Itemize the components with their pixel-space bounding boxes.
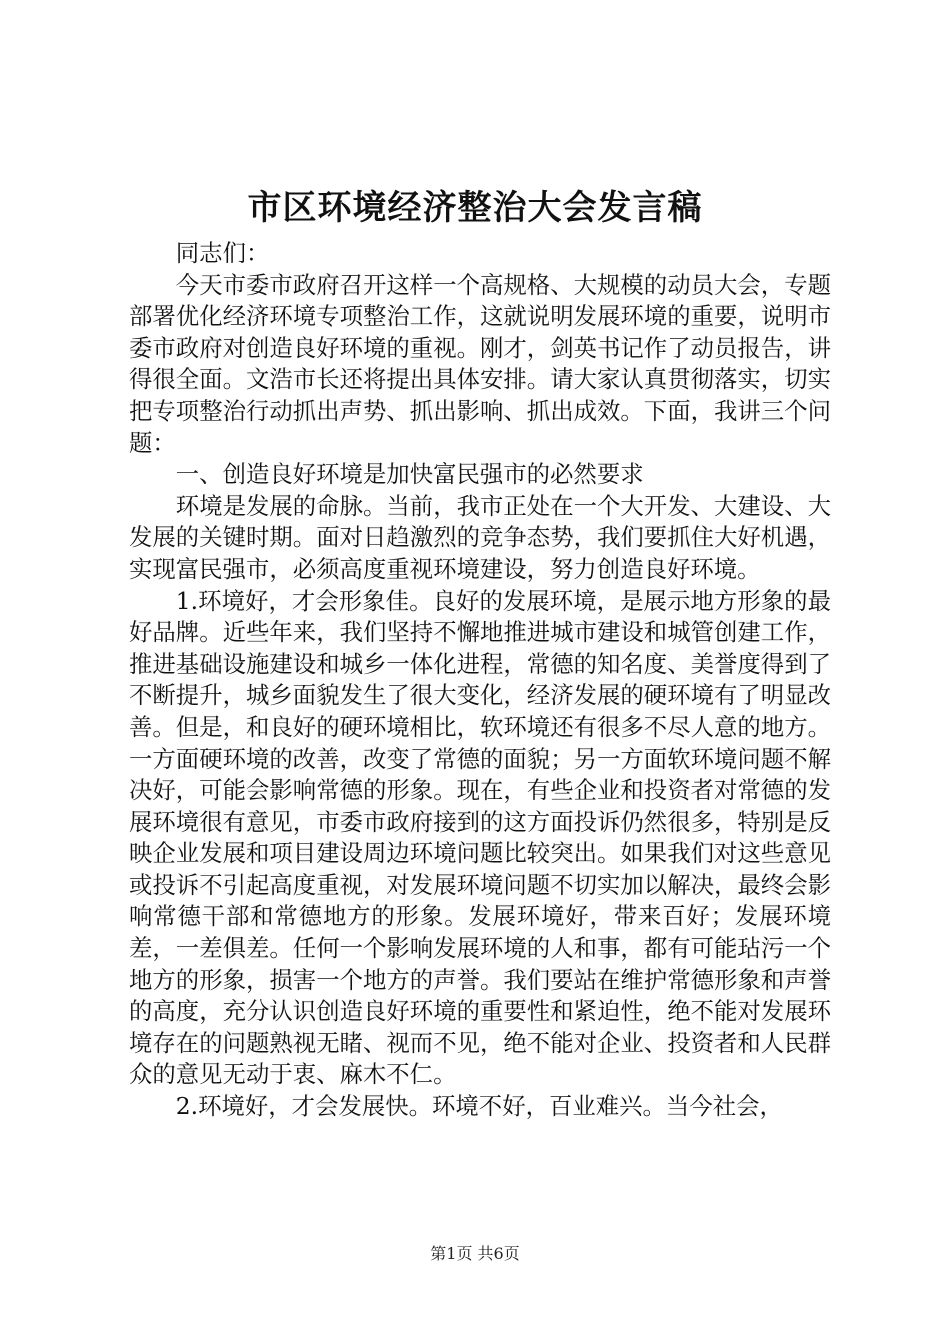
intro-paragraph: 今天市委市政府召开这样一个高规格、大规模的动员大会，专题部署优化经济环境专项整治工作，这就说明发展环境的重要，说明市委市政府对创造良好环境的重视。刚才，剑英书记作了动员报告，讲得很全面。文浩市长还将提出具体安排。请大家认真贯彻落实，切实把专项整治行动抓出声势、抓出影响、抓出成效。下面，我讲三个问题： (129, 270, 831, 457)
body-paragraph: 2.环境好，才会发展快。环境不好，百业难兴。当今社会， (175, 1092, 783, 1121)
body-paragraph: 1.环境好，才会形象佳。良好的发展环境，是展示地方形象的最好品牌。近些年来，我们坚持不懈地推进城市建设和城管创建工作，推进基础设施建设和城乡一体化进程，常德的知名度、美誉度得到了不断提升，城乡面貌发生了很大变化，经济发展的硬环境有了明显改善。但是，和良好的硬环境相比，软环境还有很多不尽人意的地方。一方面硬环境的改善，改变了常德的面貌；另一方面软环境问题不解决好，可能会影响常德的形象。现在，有些企业和投资者对常德的发展环境很有意见，市委市政府接到的这方面投诉仍然很多，特别是反映企业发展和项目建设周边环境问题比较突出。如果我们对这些意见或投诉不引起高度重视，对发展环境问题不切实加以解决，最终会影响常德干部和常德地方的形象。发展环境好，带来百好；发展环境差，一差俱差。任何一个影响发展环境的人和事，都有可能玷污一个地方的形象，损害一个地方的声誉。我们要站在维护常德形象和声誉的高度，充分认识创造良好环境的重要性和紧迫性，绝不能对发展环境存在的问题熟视无睹、视而不见，绝不能对企业、投资者和人民群众的意见无动于衷、麻木不仁。 (129, 586, 831, 1089)
document-body (129, 238, 831, 1123)
section-heading-1: 一、创造良好环境是加快富民强市的必然要求 (175, 460, 644, 489)
page-footer: 第1页 共6页 (430, 1244, 520, 1263)
salutation-paragraph: 同志们： (175, 239, 270, 267)
document-title: 市区环境经济整治大会发言稿 (247, 188, 703, 228)
body-paragraph: 环境是发展的命脉。当前，我市正处在一个大开发、大建设、大发展的关键时期。面对日趋激烈的竞争态势，我们要抓住大好机遇，实现富民强市，必须高度重视环境建设，努力创造良好环境。 (129, 491, 831, 583)
